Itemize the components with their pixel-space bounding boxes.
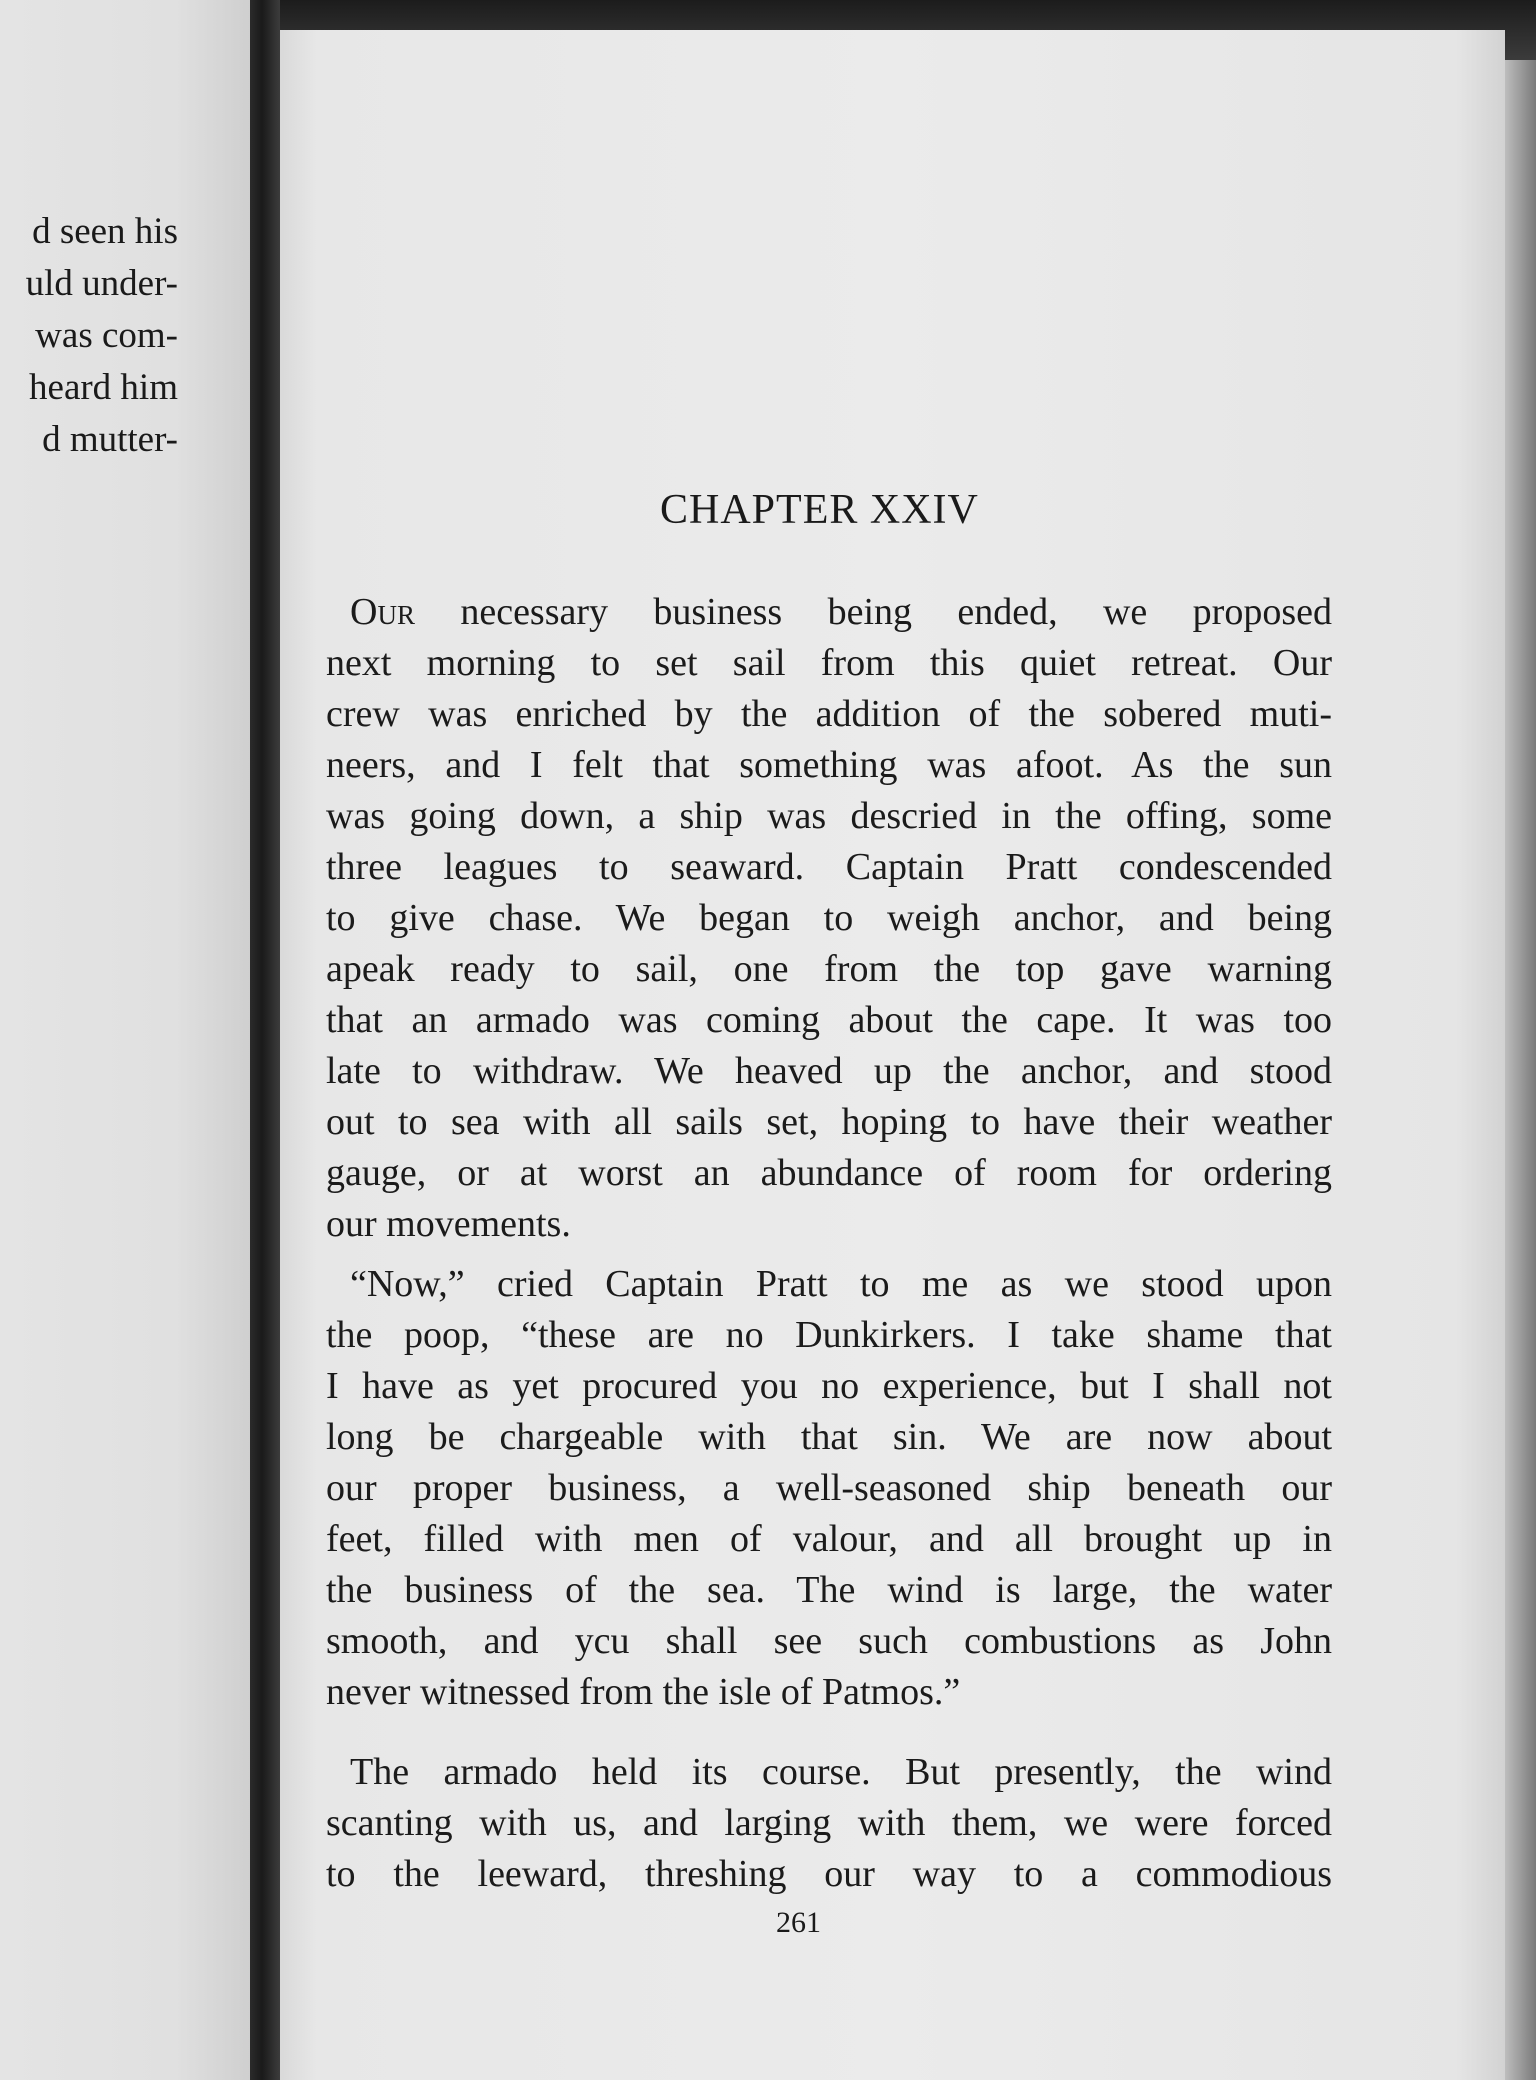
paragraph-line: “Now,” cried Captain Pratt to me as we stood upon <box>350 1263 1332 1305</box>
left-page-line: was com- <box>35 315 178 356</box>
paragraph-line: gauge, or at worst an abundance of room for ordering <box>326 1152 1332 1194</box>
paragraph-line: long be chargeable with that sin. We are now about <box>326 1416 1332 1458</box>
paragraph-line: our movements. <box>326 1203 571 1245</box>
paragraph-line: feet, filled with men of valour, and all brought up in <box>326 1518 1332 1560</box>
left-page-line: uld under- <box>25 263 178 304</box>
paragraph-line: I have as yet procured you no experience, but I shall not <box>326 1365 1332 1407</box>
paragraph-line: crew was enriched by the addition of the sobered muti- <box>326 693 1332 735</box>
book-gutter <box>250 0 280 2080</box>
paragraph-line: scanting with us, and larging with them, we were forced <box>326 1802 1332 1844</box>
paragraph-line: neers, and I felt that something was afoot. As the sun <box>326 744 1332 786</box>
page-edge-shadow <box>1505 60 1536 2080</box>
paragraph-line: next morning to set sail from this quiet retreat. Our <box>326 642 1332 684</box>
paragraph-line: our proper business, a well-seasoned ship beneath our <box>326 1467 1332 1509</box>
paragraph-line: to the leeward, threshing our way to a commodious <box>326 1853 1332 1895</box>
paragraph-line: to give chase. We began to weigh anchor, and being <box>326 897 1332 939</box>
paragraph-line: out to sea with all sails set, hoping to have their weather <box>326 1101 1332 1143</box>
paragraph-line: three leagues to seaward. Captain Pratt condescended <box>326 846 1332 888</box>
paragraph-line: The armado held its course. But presently, the wind <box>350 1751 1332 1793</box>
left-page-line: d seen his <box>32 211 178 252</box>
paragraph-line: that an armado was coming about the cape. It was too <box>326 999 1332 1041</box>
opening-word: Our <box>350 591 415 633</box>
paragraph-line <box>350 590 1332 634</box>
chapter-title: CHAPTER XXIV <box>660 487 979 533</box>
paragraph-line: late to withdraw. We heaved up the anchor, and stood <box>326 1050 1332 1092</box>
paragraph-line: apeak ready to sail, one from the top gave warning <box>326 948 1332 990</box>
paragraph-line-text: necessary business being ended, we proposed <box>414 591 1332 633</box>
left-facing-page <box>0 0 250 2080</box>
paragraph-line: never witnessed from the isle of Patmos.” <box>326 1671 961 1713</box>
paragraph-line: was going down, a ship was descried in the offing, some <box>326 795 1332 837</box>
paragraph-line: smooth, and ycu shall see such combustions as John <box>326 1620 1332 1662</box>
left-page-line: heard him <box>29 367 178 408</box>
paragraph-line: the business of the sea. The wind is large, the water <box>326 1569 1332 1611</box>
paragraph-line: the poop, “these are no Dunkirkers. I take shame that <box>326 1314 1332 1356</box>
page-number: 261 <box>776 1906 821 1939</box>
left-page-line: d mutter- <box>42 419 178 460</box>
